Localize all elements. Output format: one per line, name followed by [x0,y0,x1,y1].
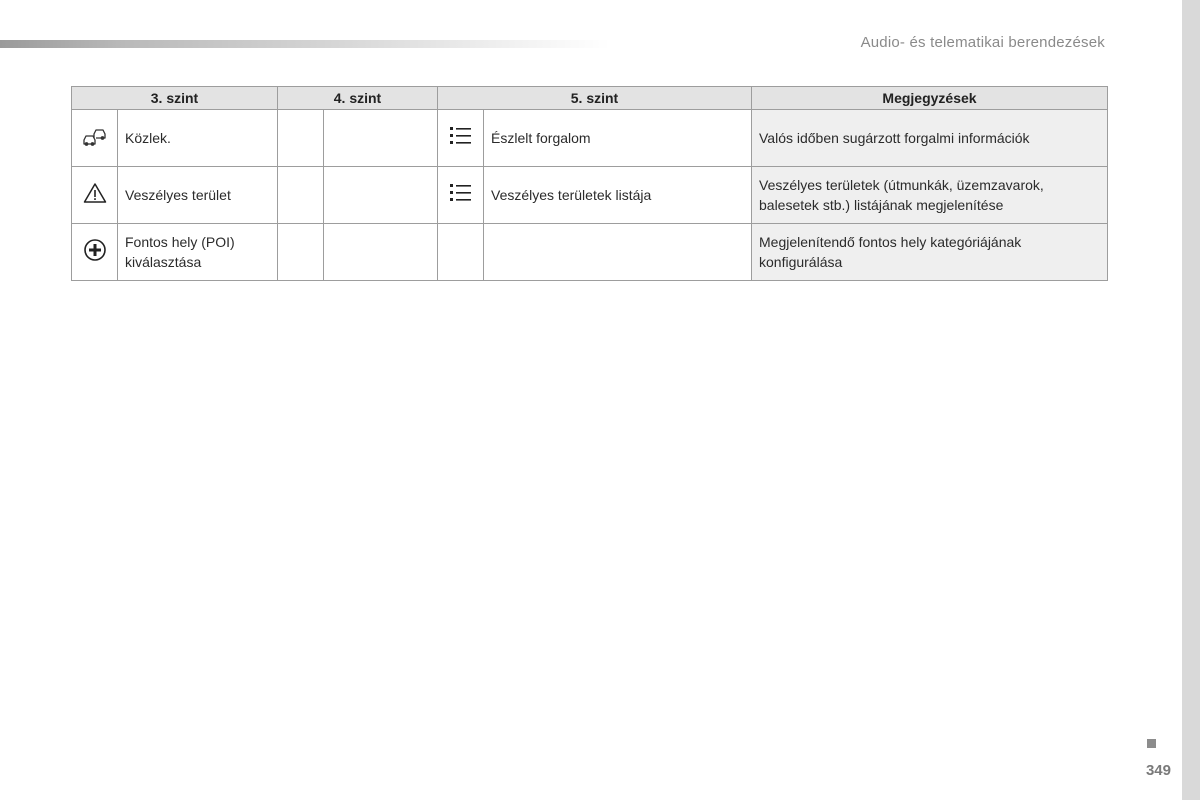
level5-icon-cell [438,167,484,224]
level4-icon-cell [278,224,324,281]
level5-icon-cell [438,224,484,281]
level5-label: Észlelt forgalom [484,110,752,167]
poi-plus-icon [83,238,107,267]
level3-icon-cell [72,167,118,224]
level3-label: Fontos hely (POI) kiválasztása [118,224,278,281]
warning-triangle-icon [83,182,107,209]
column-header-level3: 3. szint [72,87,278,110]
level5-label: Veszélyes területek listája [484,167,752,224]
page-edge-strip [1182,0,1200,800]
list-icon [449,126,473,151]
level3-icon-cell [72,224,118,281]
table-row [72,167,1108,224]
table-row [72,224,1108,281]
page-number: 349 [1145,762,1171,779]
note-text: Valós időben sugárzott forgalmi információk [752,110,1108,167]
column-header-level4: 4. szint [278,87,438,110]
level3-label: Veszélyes terület [118,167,278,224]
table-header-row [72,87,1108,110]
level4-icon-cell [278,167,324,224]
level4-label [324,110,438,167]
table-row [72,110,1108,167]
level3-label: Közlek. [118,110,278,167]
menu-table [71,86,1108,281]
note-text: Megjelenítendő fontos hely kategóriájának konfigurálása [752,224,1108,281]
level5-label [484,224,752,281]
traffic-messages-icon [82,125,108,152]
column-header-level5: 5. szint [438,87,752,110]
level3-icon-cell [72,110,118,167]
level4-icon-cell [278,110,324,167]
level4-label [324,167,438,224]
level5-icon-cell [438,110,484,167]
list-icon [449,183,473,208]
header-gradient-bar [0,40,610,48]
column-header-notes: Megjegyzések [752,87,1108,110]
level4-label [324,224,438,281]
note-text: Veszélyes területek (útmunkák, üzemzavarok, balesetek stb.) listájának megjelenítése [752,167,1108,224]
page-marker-square [1147,739,1156,748]
section-title: Audio- és telematikai berendezések [860,34,1105,51]
